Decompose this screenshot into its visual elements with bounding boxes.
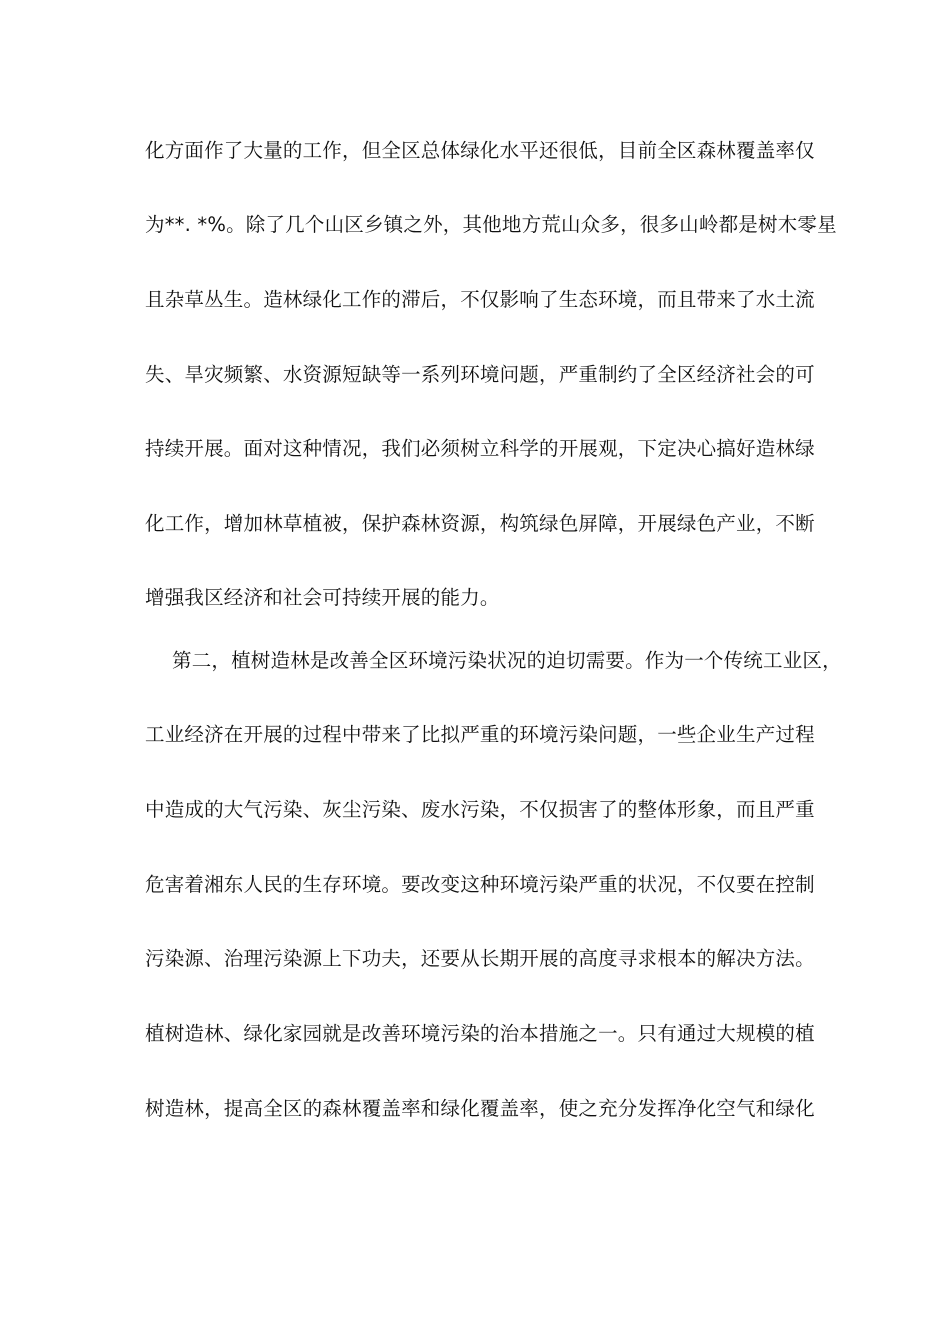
paragraph-1-line-7: 增强我区经济和社会可持续开展的能力。: [145, 586, 500, 609]
paragraph-2-line-7: 树造林，提高全区的森林覆盖率和绿化覆盖率，使之充分发挥净化空气和绿化: [145, 1097, 815, 1120]
paragraph-1-line-2: 为**. *%。除了几个山区乡镇之外，其他地方荒山众多，很多山岭都是树木零星: [145, 213, 837, 236]
paragraph-2-line-6: 植树造林、绿化家园就是改善环境污染的治本措施之一。只有通过大规模的植: [145, 1022, 815, 1045]
paragraph-2-line-1: 第二，植树造林是改善全区环境污染状况的迫切需要。作为一个传统工业区，: [172, 649, 842, 672]
paragraph-1-line-3: 且杂草丛生。造林绿化工作的滞后，不仅影响了生态环境，而且带来了水土流: [145, 288, 815, 311]
paragraph-2-line-4: 危害着湘东人民的生存环境。要改变这种环境污染严重的状况，不仅要在控制: [145, 873, 815, 896]
paragraph-1-line-6: 化工作，增加林草植被，保护森林资源，构筑绿色屏障，开展绿色产业，不断: [145, 512, 815, 535]
paragraph-2-line-2: 工业经济在开展的过程中带来了比拟严重的环境污染问题，一些企业生产过程: [145, 723, 815, 746]
paragraph-1-line-4: 失、旱灾频繁、水资源短缺等一系列环境问题，严重制约了全区经济社会的可: [145, 363, 815, 386]
paragraph-2-line-3: 中造成的大气污染、灰尘污染、废水污染，不仅损害了的整体形象，而且严重: [145, 798, 815, 821]
paragraph-1-line-1: 化方面作了大量的工作，但全区总体绿化水平还很低，目前全区森林覆盖率仅: [145, 139, 815, 162]
paragraph-1-line-5: 持续开展。面对这种情况，我们必须树立科学的开展观，下定决心搞好造林绿: [145, 437, 815, 460]
paragraph-2-line-5: 污染源、治理污染源上下功夫，还要从长期开展的高度寻求根本的解决方法。: [145, 947, 815, 970]
